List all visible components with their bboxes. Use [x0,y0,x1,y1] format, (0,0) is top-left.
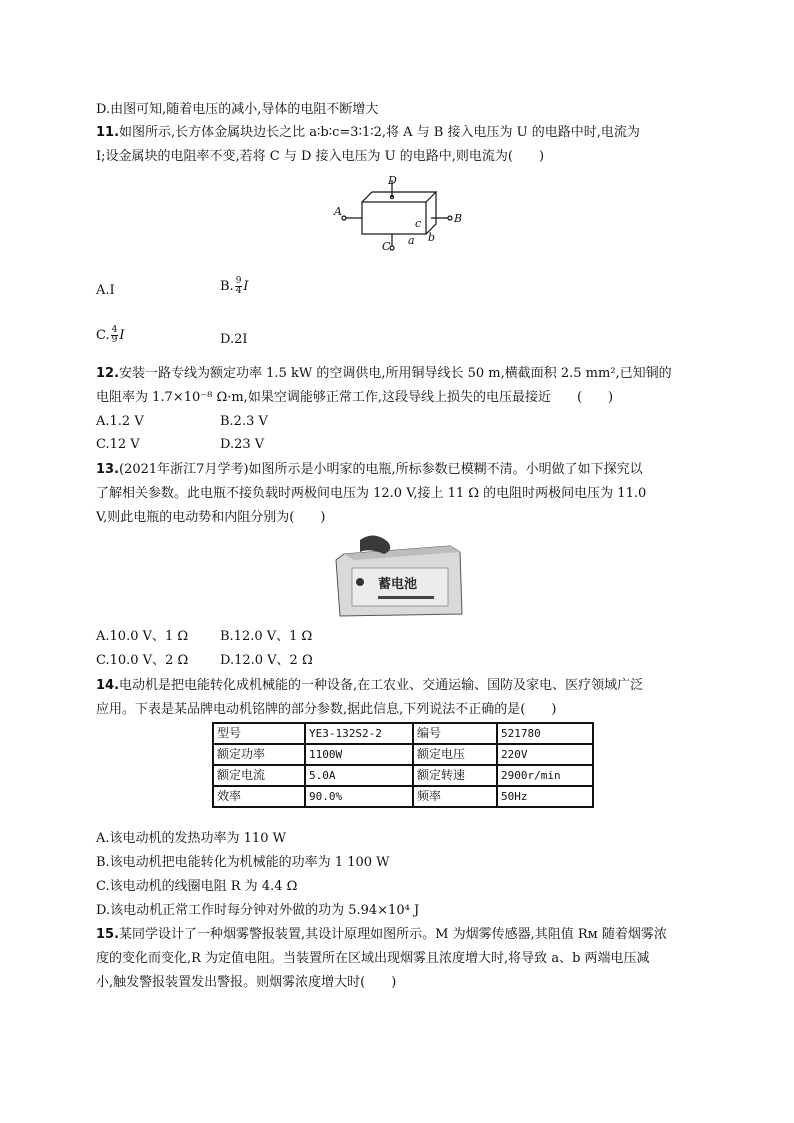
table-cell: 220V [497,744,593,765]
battery-label-text: 蓄电池 [378,577,418,592]
q14-option-a: A.该电动机的发热功率为 110 W [96,831,286,846]
q13-text-1: (2021年浙江7月学考)如图所示是小明家的电瓶,所标参数已模糊不清。小明做了如下探究以 [119,462,643,477]
motor-nameplate-table [212,722,594,808]
label-b-terminal: B [454,212,463,225]
battery-logo-icon [356,578,364,586]
q14-option-d: D.该电动机正常工作时每分钟对外做的功为 5.94×10⁴ J [96,903,420,918]
q11-option-b-prefix: B. [220,279,234,294]
q11-option-b-suffix: I [243,279,249,294]
q12-option-b: B.2.3 V [220,414,268,429]
q11-option-b-numerator: 9 [235,276,242,286]
table-cell: YE3-132S2-2 [305,723,413,744]
table-cell: 521780 [497,723,593,744]
table-cell: 额定功率 [213,744,305,765]
q11-option-c-fraction [111,326,119,345]
q11-option-b-fraction [235,277,243,296]
q11-block-figure [330,172,470,256]
table-cell: 型号 [213,723,305,744]
q11-text-1: 如图所示,长方体金属块边长之比 a∶b∶c=3∶1∶2,将 A 与 B 接入电压为 U 的电路中时,电流为 [119,125,640,140]
q14-option-c: C.该电动机的线圈电阻 R 为 4.4 Ω [96,879,298,894]
q12-stem-line2: 电阻率为 1.7×10⁻⁸ Ω·m,如果空调能够正常工作,这段导线上损失的电压最接近 ( ) [96,390,614,405]
q12-option-c: C.12 V [96,437,140,452]
table-cell: 额定电流 [213,765,305,786]
q10-option-d: D.由图可知,随着电压的减小,导体的电阻不断增大 [96,102,379,117]
terminal-c [390,246,394,250]
q13-stem-line1 [96,461,643,479]
q11-option-b-denominator: 4 [235,286,242,296]
q13-option-c: C.10.0 V、2 Ω [96,653,189,668]
q11-number: 11. [96,125,120,140]
q12-option-a: A.1.2 V [96,414,144,429]
table-cell: 90.0% [305,786,413,807]
q11-stem-line2: I;设金属块的电阻率不变,若将 C 与 D 接入电压为 U 的电路中,则电流为( ) [96,149,545,164]
q14-option-b: B.该电动机把电能转化为机械能的功率为 1 100 W [96,855,390,870]
q11-option-c [96,326,125,345]
q11-option-c-prefix: C. [96,328,110,343]
q11-option-d: D.2I [220,332,248,347]
q13-stem-line2: 了解相关参数。此电瓶不接负载时两极间电压为 12.0 V,接上 11 Ω 的电阻时两极间电压为 11.0 [96,486,647,501]
q15-number: 15. [96,927,120,942]
block-top-face [362,192,436,202]
table-cell: 5.0A [305,765,413,786]
q11-option-b [220,277,249,296]
table-cell: 效率 [213,786,305,807]
q11-option-a: A.I [96,283,115,298]
q12-number: 12. [96,366,120,381]
table-cell: 50Hz [497,786,593,807]
q15-stem-line2: 度的变化而变化,R 为定值电阻。当装置所在区域出现烟雾且浓度增大时,将导致 a、b 两端电压减 [96,951,650,966]
terminal-b [448,216,452,220]
q13-number: 13. [96,462,120,477]
q14-stem-line1 [96,677,643,695]
table-cell: 1100W [305,744,413,765]
q12-option-d: D.23 V [220,437,265,452]
label-d-terminal: D [388,174,397,187]
label-c-edge: c [415,217,422,230]
table-row [213,765,593,786]
table-row [213,744,593,765]
q15-stem-line1 [96,926,667,944]
q13-stem-line3: V,则此电瓶的电动势和内阻分别为( ) [96,510,326,525]
label-a-terminal: A [334,205,342,218]
q13-option-b: B.12.0 V、1 Ω [220,629,313,644]
label-c-terminal: C [382,240,391,253]
q13-option-d: D.12.0 V、2 Ω [220,653,313,668]
q11-option-c-numerator: 4 [111,325,118,335]
q13-option-a: A.10.0 V、1 Ω [96,629,189,644]
q15-text-1: 某同学设计了一种烟雾警报装置,其设计原理如图所示。M 为烟雾传感器,其阻值 Rм 随着烟雾浓 [119,927,667,942]
table-cell: 额定电压 [413,744,497,765]
q12-stem-line1 [96,365,672,383]
q14-number: 14. [96,678,120,693]
block-side-face [426,192,436,234]
table-row [213,723,593,744]
table-cell: 频率 [413,786,497,807]
table-cell: 编号 [413,723,497,744]
table-cell: 2900r/min [497,765,593,786]
q11-option-c-denominator: 9 [111,335,118,345]
table-cell: 额定转速 [413,765,497,786]
table-row [213,786,593,807]
terminal-a [342,216,346,220]
q12-text-1: 安装一路专线为额定功率 1.5 kW 的空调供电,所用铜导线长 50 m,横截面积 2.5 mm²,已知铜的 [119,366,672,381]
label-b-edge: b [428,231,436,244]
label-a-edge: a [408,234,415,247]
q14-stem-line2: 应用。下表是某品牌电动机铭牌的部分参数,据此信息,下列说法不正确的是( ) [96,702,557,717]
q15-stem-line3: 小,触发警报装置发出警报。则烟雾浓度增大时( ) [96,975,397,990]
q13-battery-photo [330,528,466,620]
battery-label-underline [378,596,434,599]
q14-text-1: 电动机是把电能转化成机械能的一种设备,在工农业、交通运输、国防及家电、医疗领域广泛 [119,678,644,693]
q11-option-c-suffix: I [119,328,125,343]
q11-stem-line1 [96,124,640,142]
